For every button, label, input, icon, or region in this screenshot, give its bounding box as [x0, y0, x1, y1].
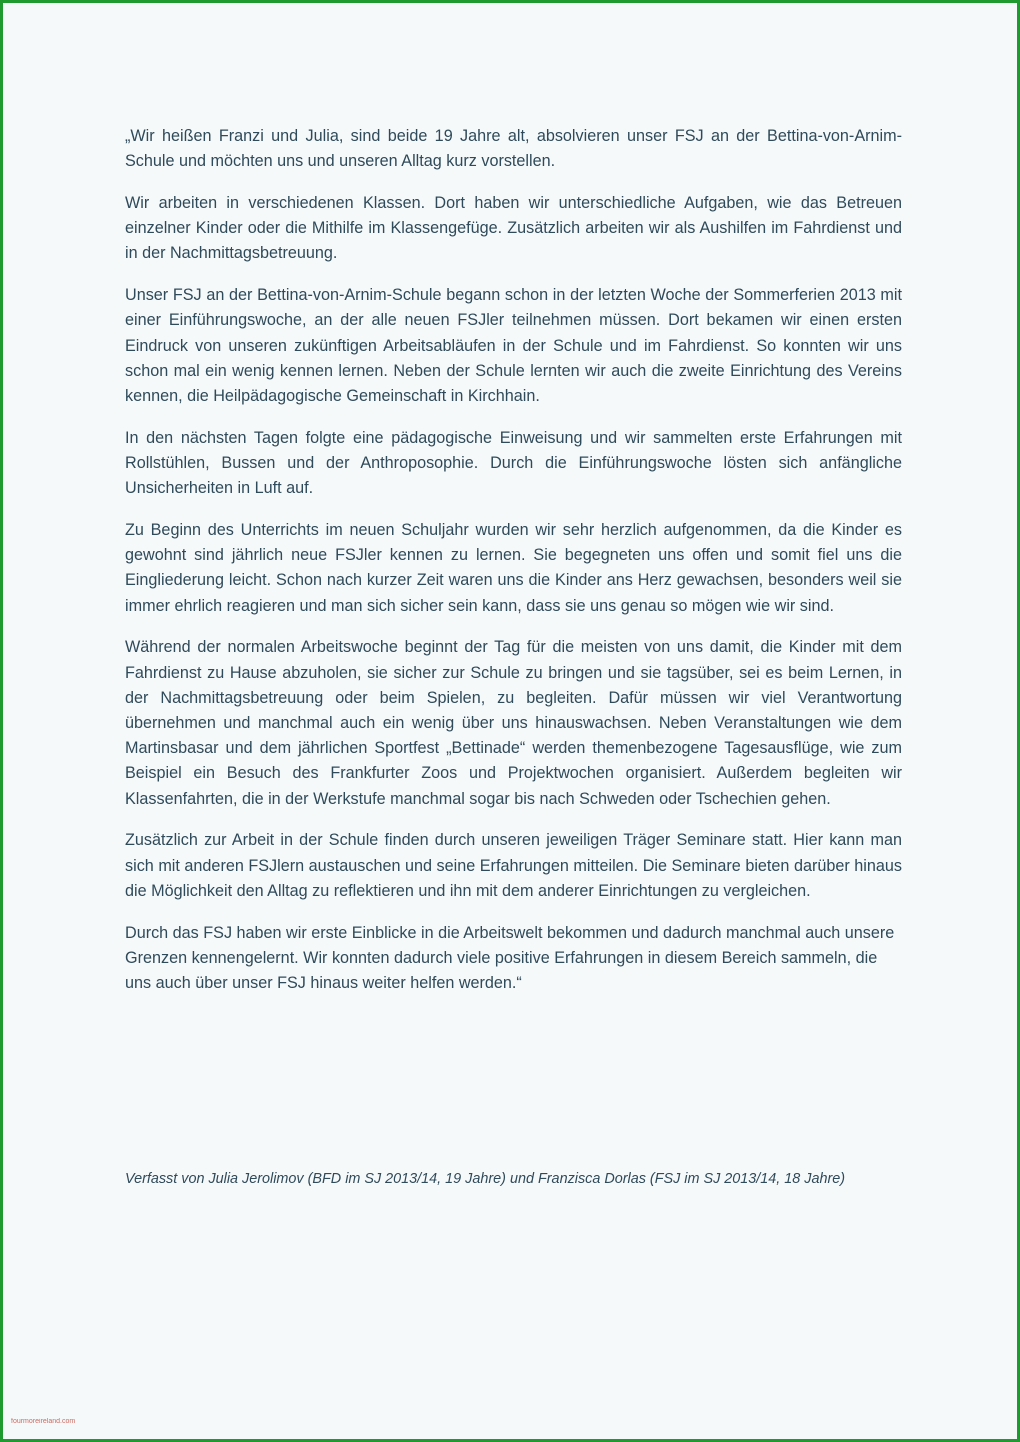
author-byline: Verfasst von Julia Jerolimov (BFD im SJ 2013/14, 19 Jahre) und Franzisca Dorlas (FSJ im SJ 2013/14, 18 Jahre) [125, 1171, 846, 1187]
paragraph-classes: Wir arbeiten in verschiedenen Klassen. Dort haben wir unterschiedliche Aufgaben, wie das Betreuen einzelner Kinder oder die Mithilfe im Klassengefüge. Zusätzlich arbeiten wir als Aushilfen im Fahrdienst und in der Nachmittagsbetreuung. [125, 194, 902, 263]
paragraph-next-days: In den nächsten Tagen folgte eine pädagogische Einweisung und wir sammelten erste Erfahrungen mit Rollstühlen, Bussen und der Anthroposophie. Durch die Einführungswoche lösten sich anfängliche Unsicherheiten in Luft auf. [125, 428, 902, 498]
paragraph-introduction-week: Unser FSJ an der Bettina-von-Arnim-Schule begann schon in der letzten Woche der Sommerferien 2013 mit einer Einführungswoche, an der alle neuen FSJler teilnehmen müssen. Dort bekamen wir einen ersten Eindruck von unseren zukünftigen Arbeitsabläufen in der Schule und im Fahrdienst. So konnten wir uns schon mal ein wenig kennen lernen. Neben der Schule lernten wir auch die zweite Einrichtung des Vereins kennen, die Heilpädagogische Gemeinschaft in Kirchhain. [125, 286, 902, 406]
paragraph-school-year: Zu Beginn des Unterrichts im neuen Schuljahr wurden wir sehr herzlich aufgenommen, da die Kinder es gewohnt sind jährlich neue FSJler kennen zu lernen. Sie begegneten uns offen und somit fiel uns die Eingliederung leicht. Schon nach kurzer Zeit waren uns die Kinder ans Herz gewachsen, besonders weil sie immer ehrlich reagieren und man sich sicher sein kann, dass sie uns genau so mögen wie wir sind. [125, 521, 902, 615]
paragraph-work-week: Während der normalen Arbeitswoche beginnt der Tag für die meisten von uns damit, die Kinder mit dem Fahrdienst zu Hause abzuholen, sie sicher zur Schule zu bringen und sie tagsüber, sei es beim Lernen, in der Nachmittagsbetreuung oder beim Spielen, zu begleiten. Dafür müssen wir viel Verantwortung übernehmen und manchmal auch ein wenig über uns hinauswachsen. Neben Veranstaltungen wie dem Martinsbasar und dem jährlichen Sportfest „Bettinade“ werden themenbezogene Tagesausflüge, wie zum Beispiel ein Besuch des Frankfurter Zoos und Projektwochen organisiert. Außerdem begleiten wir Klassenfahrten, die in der Werkstufe manchmal sogar bis nach Schweden oder Tschechien gehen. [125, 638, 902, 808]
letter-body [125, 124, 902, 1013]
paragraph-seminars: Zusätzlich zur Arbeit in der Schule finden durch unseren jeweiligen Träger Seminare statt. Hier kann man sich mit anderen FSJlern austauschen und seine Erfahrungen mitteilen. Die Seminare bieten darüber hinaus die Möglichkeit den Alltag zu reflektieren und ihn mit dem anderer Einrichtungen zu vergleichen. [125, 831, 902, 900]
paragraph-conclusion: Durch das FSJ haben wir erste Einblicke in die Arbeitswelt bekommen und dadurch manchmal auch unsere Grenzen kennengelernt. Wir konnten dadurch viele positive Erfahrungen in diesem Bereich sammeln, die uns auch über unser FSJ hinaus weiter helfen werden.“ [125, 923, 895, 993]
paragraph-intro: „Wir heißen Franzi und Julia, sind beide 19 Jahre alt, absolvieren unser FSJ an der Bettina-von-Arnim-Schule und möchten uns und unseren Alltag kurz vorstellen. [125, 127, 902, 171]
source-watermark: fourmoreireland.com [11, 1418, 76, 1425]
